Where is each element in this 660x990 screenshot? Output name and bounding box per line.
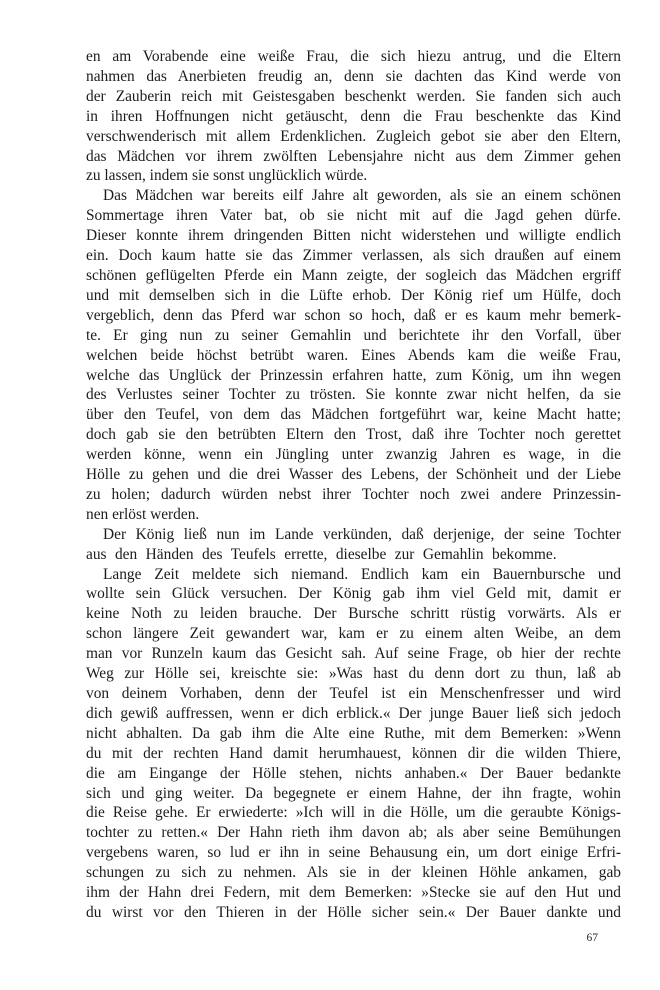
text-line: wollte sein Glück versuchen. Der König gab ihm viel Geld mit, damit er <box>86 585 621 603</box>
text-line: über den Teufel, von dem das Mädchen fortgeführt war, keine Macht hatte; <box>86 406 621 424</box>
text-line: te. Er ging nun zu seiner Gemahlin und berichtete ihr den Vorfall, über <box>86 326 621 344</box>
text-line: von deinem Vorhaben, denn der Teufel ist ein Menschenfresser und wird <box>86 685 621 702</box>
text-line: welche das Unglück der Prinzessin erfahren hatte, zum König, um ihn wegen <box>86 366 621 384</box>
text-line: nen erlöst werden. <box>86 505 200 523</box>
text-line: Das Mädchen war bereits eilf Jahre alt geworden, als sie an einem schönen <box>103 187 621 205</box>
text-line: en am Vorabende eine weiße Frau, die sich hiezu antrug, und die Eltern <box>86 48 621 65</box>
text-line: ihm der Hahn drei Federn, mit dem Bemerken: »Stecke sie auf den Hut und <box>86 884 621 902</box>
text-line: Dieser konnte ihrem dringenden Bitten nicht widerstehen und willigte endlich <box>86 227 621 245</box>
text-line: schon längere Zeit gewandert war, kam er zu einem alten Weibe, an dem <box>86 625 621 643</box>
text-line: Weg zur Hölle sei, kreischte sie: »Was hast du denn dort zu thun, laß ab <box>86 665 621 683</box>
text-line: das Mädchen vor ihrem zwölften Lebensjahre nicht aus dem Zimmer gehen <box>86 147 621 165</box>
text-line: vergebens waren, so lud er ihn in seine Behausung ein, um dort einige Erfri- <box>86 844 621 862</box>
text-line: doch gab sie den betrübten Eltern den Trost, daß ihre Tochter noch gerettet <box>86 426 621 444</box>
text-line: des Verlustes seiner Tochter zu trösten. Sie konnte zwar nicht helfen, da sie <box>86 386 621 404</box>
text-line: Hölle zu gehen und die drei Wasser des Lebens, der Schönheit und der Liebe <box>86 466 621 484</box>
text-line: dich gewiß auffressen, wenn er dich erblick.« Der junge Bauer ließ sich jedoch <box>86 704 621 722</box>
text-line: nahmen das Anerbieten freudig an, denn sie dachten das Kind werde von <box>86 67 621 85</box>
text-line: und mit demselben sich in die Lüfte erhob. Der König rief um Hülfe, doch <box>86 286 621 304</box>
text-line: die Reise gehe. Er erwiederte: »Ich will in die Hölle, um die geraubte Königs- <box>86 804 621 822</box>
text-line: die am Eingange der Hölle stehen, nichts anhaben.« Der Bauer bedankte <box>86 764 621 782</box>
text-line: Lange Zeit meldete sich niemand. Endlich kam ein Bauernbursche und <box>103 565 621 583</box>
text-line: aus den Händen des Teufels errette, dieselbe zur Gemahlin bekomme. <box>86 545 557 563</box>
text-line: nicht abhalten. Da gab ihm die Alte eine Ruthe, mit dem Bemerken: »Wenn <box>86 724 621 742</box>
text-line: sich und ging weiter. Da begegnete er einem Hahne, der ihn fragte, wohin <box>86 784 621 802</box>
text-block <box>86 47 621 923</box>
text-line: Sommertage ihren Vater bat, ob sie nicht mit auf die Jagd gehen dürfe. <box>86 207 621 225</box>
text-line: zu lassen, indem sie sonst unglücklich würde. <box>86 167 368 185</box>
text-line: vergeblich, denn das Pferd war schon so hoch, daß er es kaum mehr bemerk- <box>86 306 621 324</box>
text-line: in ihren Hoffnungen nicht getäuscht, denn die Frau beschenkte das Kind <box>86 107 621 125</box>
text-line: zu holen; dadurch würden nebst ihrer Tochter noch zwei andere Prinzessin- <box>86 485 621 503</box>
text-line: schungen zu sich zu nehmen. Als sie in der kleinen Höhle ankamen, gab <box>86 864 621 882</box>
text-line: der Zauberin reich mit Geistesgaben beschenkt werden. Sie fanden sich auch <box>86 87 621 105</box>
text-line: du mit der rechten Hand damit herumhauest, können dir die wilden Thiere, <box>86 744 621 762</box>
text-line: keine Noth zu leiden brauche. Der Bursche schritt rüstig vorwärts. Als er <box>86 605 621 623</box>
text-line: werden könne, wenn ein Jüngling unter zwanzig Jahren es wage, in die <box>86 446 621 464</box>
text-line: verschwenderisch mit allem Erdenklichen. Zugleich gebot sie aber den Eltern, <box>86 127 621 145</box>
text-line: du wirst vor den Thieren in der Hölle sicher sein.« Der Bauer dankte und <box>86 903 621 921</box>
text-line: tochter zu retten.« Der Hahn rieth ihm davon ab; als aber seine Bemühungen <box>86 824 621 842</box>
text-line: man vor Runzeln kaum das Gesicht sah. Auf seine Frage, ob hier der rechte <box>86 645 621 663</box>
text-line: schönen geflügelten Pferde ein Mann zeigte, der sogleich das Mädchen ergriff <box>86 266 621 284</box>
text-line: welchen beide höchst betrübt waren. Eines Abends kam die weiße Frau, <box>86 346 621 364</box>
page-number: 67 <box>586 932 598 944</box>
text-line: ein. Doch kaum hatte sie das Zimmer verlassen, als sich draußen auf einem <box>86 247 621 265</box>
text-line: Der König ließ nun im Lande verkünden, daß derjenige, der seine Tochter <box>103 525 621 543</box>
